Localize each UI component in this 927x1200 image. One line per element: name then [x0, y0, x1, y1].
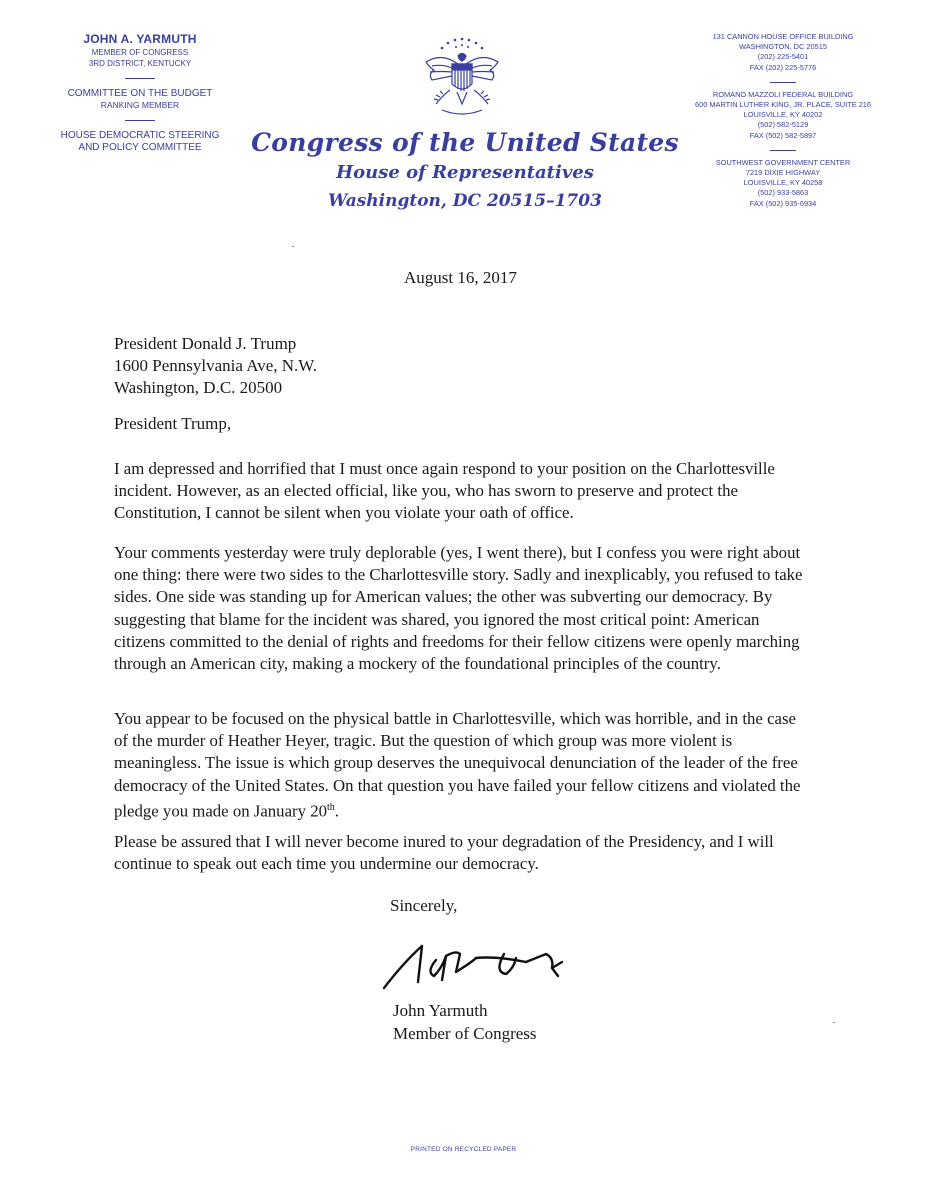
ordinal-suffix: th	[326, 801, 335, 813]
salutation: President Trump,	[114, 414, 232, 433]
signer-name: John Yarmuth	[393, 1001, 488, 1020]
office-line: LOUISVILLE, KY 40202	[743, 110, 823, 120]
address-line: President Donald J. Trump	[114, 334, 297, 353]
closing: Sincerely,	[390, 896, 458, 915]
committee-steering-line1: HOUSE DEMOCRATIC STEERING	[60, 130, 220, 141]
office-line: ROMANO MAZZOLI FEDERAL BUILDING	[712, 89, 854, 99]
member-name: JOHN A. YARMUTH	[83, 32, 197, 46]
office-line: 600 MARTIN LUTHER KING, JR. PLACE, SUITE 216	[694, 100, 872, 110]
letter-date: August 16, 2017	[404, 268, 517, 287]
letterhead-right	[688, 32, 878, 218]
office-line: LOUISVILLE, KY 40258	[743, 178, 823, 188]
office-line: FAX (502) 935-6934	[749, 198, 817, 208]
washington-address: Washington, DC 20515–1703	[328, 191, 602, 211]
office-line: (502) 933-5863	[757, 188, 809, 198]
office-line: (502) 582-5129	[757, 120, 809, 130]
office-line: (202) 225-5401	[757, 52, 809, 62]
divider	[125, 78, 155, 79]
congress-title: Congress of the United States	[251, 128, 679, 157]
recycled-paper-note: PRINTED ON RECYCLED PAPER	[410, 1146, 517, 1153]
office-washington	[688, 32, 878, 73]
office-line: SOUTHWEST GOVERNMENT CENTER	[715, 157, 851, 167]
committee-budget-role: RANKING MEMBER	[100, 100, 180, 110]
paragraph-1: I am depressed and horrified that I must once again respond to your position on the Charlottesville incident. However, as an elected official, like you, who has sworn to preserve and protect the Constitution, I cannot be silent when you violate your oath of office.	[114, 459, 775, 523]
office-line: FAX (202) 225-5776	[749, 62, 817, 72]
house-title: House of Representatives	[336, 162, 594, 183]
letterhead-title	[230, 128, 700, 214]
divider	[125, 120, 155, 121]
committee-steering-line2: AND POLICY COMMITTEE	[78, 142, 202, 153]
paragraph-3-text: You appear to be focused on the physical battle in Charlottesville, which was horrible, and in the case of the murder of Heather Heyer, tragic. But the question of which group was more violent is meaningless. The issue is which group deserves the unequivocal denunciation of the leader of the free democracy of the United States. On that question you have failed your fellow citizens and violated the pledge you made on January 20	[114, 709, 801, 821]
office-louisville-federal	[688, 90, 878, 141]
committee-budget: COMMITTEE ON THE BUDGET	[67, 88, 213, 99]
member-district: 3RD DISTRICT, KENTUCKY	[88, 59, 192, 68]
paper-speck	[833, 1022, 835, 1023]
paragraph-4: Please be assured that I will never become inured to your degradation of the Presidency, and I will continue to speak out each time you undermine our democracy.	[114, 832, 774, 874]
signer-title: Member of Congress	[393, 1024, 537, 1043]
address-line: 1600 Pennsylvania Ave, N.W.	[114, 356, 318, 375]
letterhead-left	[50, 32, 230, 154]
signature-block	[393, 999, 537, 1045]
paragraph-2: Your comments yesterday were truly deplorable (yes, I went there), but I confess you were right about one thing: there were two sides to the Charlottesville story. Sadly and inexplicably, you refused to take sides. One side was standing up for American values; the other was subverting our democracy. By suggesting that blame for the incident was shared, you ignored the most critical point: American citizens committed to the denial of rights and freedoms for their fellow citizens were openly marching through an American city, making a mockery of the foundational principles of the country.	[114, 543, 803, 674]
great-seal-icon	[412, 34, 512, 126]
paper-speck	[292, 246, 294, 247]
office-southwest	[688, 158, 878, 209]
member-title: MEMBER OF CONGRESS	[91, 48, 189, 57]
office-line: 131 CANNON HOUSE OFFICE BUILDING	[712, 32, 854, 41]
recipient-address	[114, 333, 317, 399]
office-line: FAX (502) 582-5897	[749, 130, 817, 140]
office-line: WASHINGTON, DC 20515	[739, 42, 827, 52]
paragraph-3-end: .	[334, 801, 339, 821]
address-line: Washington, D.C. 20500	[114, 378, 283, 397]
divider	[770, 150, 796, 151]
divider	[770, 82, 796, 83]
handwritten-signature	[376, 932, 576, 1002]
paragraph-3	[114, 708, 814, 823]
office-line: 7219 DIXIE HIGHWAY	[745, 168, 821, 178]
